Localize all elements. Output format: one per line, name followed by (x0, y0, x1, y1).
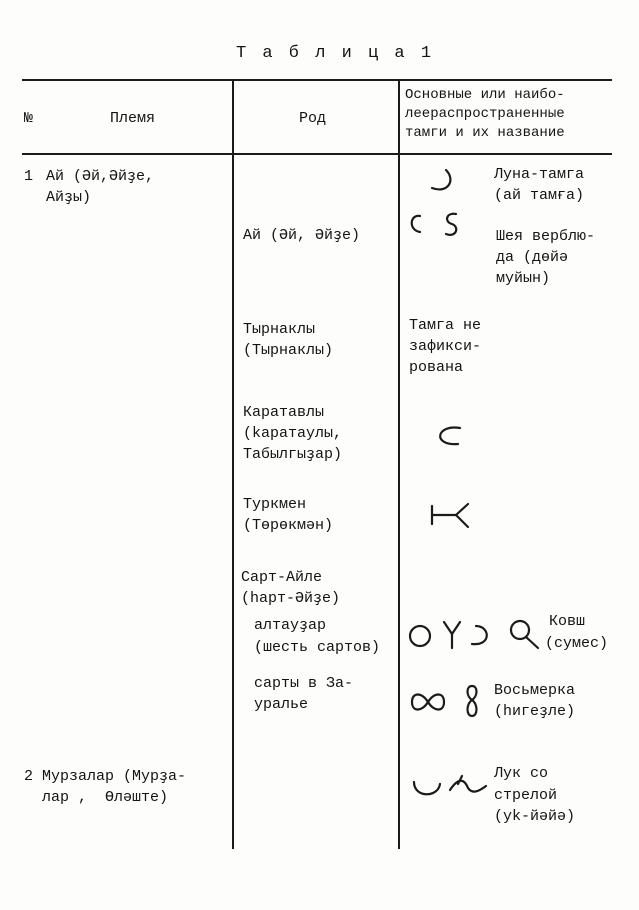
clan-name: (Тырнаклы) (243, 342, 334, 359)
tamga-name: Тамга не (409, 317, 482, 334)
header-bottom-rule (22, 153, 612, 155)
ladle-icon (511, 621, 538, 648)
tamga-group (406, 616, 546, 652)
clan-name: алтауҙар (254, 617, 327, 634)
column-divider-2 (398, 79, 400, 849)
clan-name: уралье (254, 696, 309, 713)
tamga-name: Ковш (549, 613, 586, 630)
column-divider-1 (232, 79, 234, 849)
tribe-name: лар , Өләште) (42, 789, 169, 806)
header-number: № (24, 110, 34, 127)
tamga-name: Восьмерка (494, 682, 576, 699)
arc-icon (430, 424, 470, 450)
tamga-name: муйын) (496, 270, 551, 287)
clan-name: Сарт-Айле (241, 569, 323, 586)
table-top-rule (22, 79, 612, 81)
fork-icon (428, 500, 472, 530)
tamga-name: Лук со (494, 765, 549, 782)
vertical-eight-icon (468, 686, 477, 716)
arrow-icon (450, 776, 486, 792)
clan-name: Тырнаклы (243, 321, 316, 338)
tribe-name: Мурзалар (Мурҙа- (42, 768, 187, 785)
clan-name: (hарт-Әйҙе) (241, 590, 341, 607)
tamga-name: Шея верблю- (496, 228, 596, 245)
clan-name: сарты в За- (254, 675, 354, 692)
horizontal-eight-icon (408, 682, 498, 722)
row-number: 2 (24, 768, 34, 785)
header-clan: Род (299, 110, 327, 127)
tamga-name: (ай тамға) (494, 187, 585, 204)
clan-name: (шесть сартов) (254, 639, 381, 656)
clan-name: (kаратаулы, (243, 425, 343, 442)
crescent-moon-icon (424, 168, 464, 198)
clan-name: Каратавлы (243, 404, 325, 421)
clan-name: (Төрөкмән) (243, 517, 334, 534)
y-fork-icon (444, 622, 460, 648)
tribe-name: Айҙы) (46, 189, 92, 206)
bow-and-arrow-tamga (408, 770, 492, 804)
clan-name: Ай (Әй, Әйҙе) (243, 227, 361, 244)
clan-name: Табылгыҙар) (243, 446, 343, 463)
circle-icon (410, 626, 430, 646)
table-title: Т а б л и ц а 1 (236, 44, 435, 63)
row-number: 1 (24, 168, 34, 185)
hook-icon (472, 626, 487, 644)
clan-name: Туркмен (243, 496, 307, 513)
tribe-name: Ай (Әй,Әйҙе, (46, 168, 155, 185)
camel-neck-icon (404, 210, 464, 240)
tamga-name: Луна-тамга (494, 166, 585, 183)
tamga-name: (hигеҙле) (494, 703, 576, 720)
header-tribe: Племя (110, 110, 156, 127)
tamga-name: (уk-йәйә) (494, 808, 576, 825)
tamga-name: стрелой (494, 787, 558, 804)
tamga-name: рована (409, 359, 464, 376)
tamga-name: да (дөйә (496, 249, 569, 266)
tamga-name: зафикси- (409, 338, 482, 355)
bow-icon (414, 782, 440, 794)
tamga-name: (сумес) (545, 635, 609, 652)
